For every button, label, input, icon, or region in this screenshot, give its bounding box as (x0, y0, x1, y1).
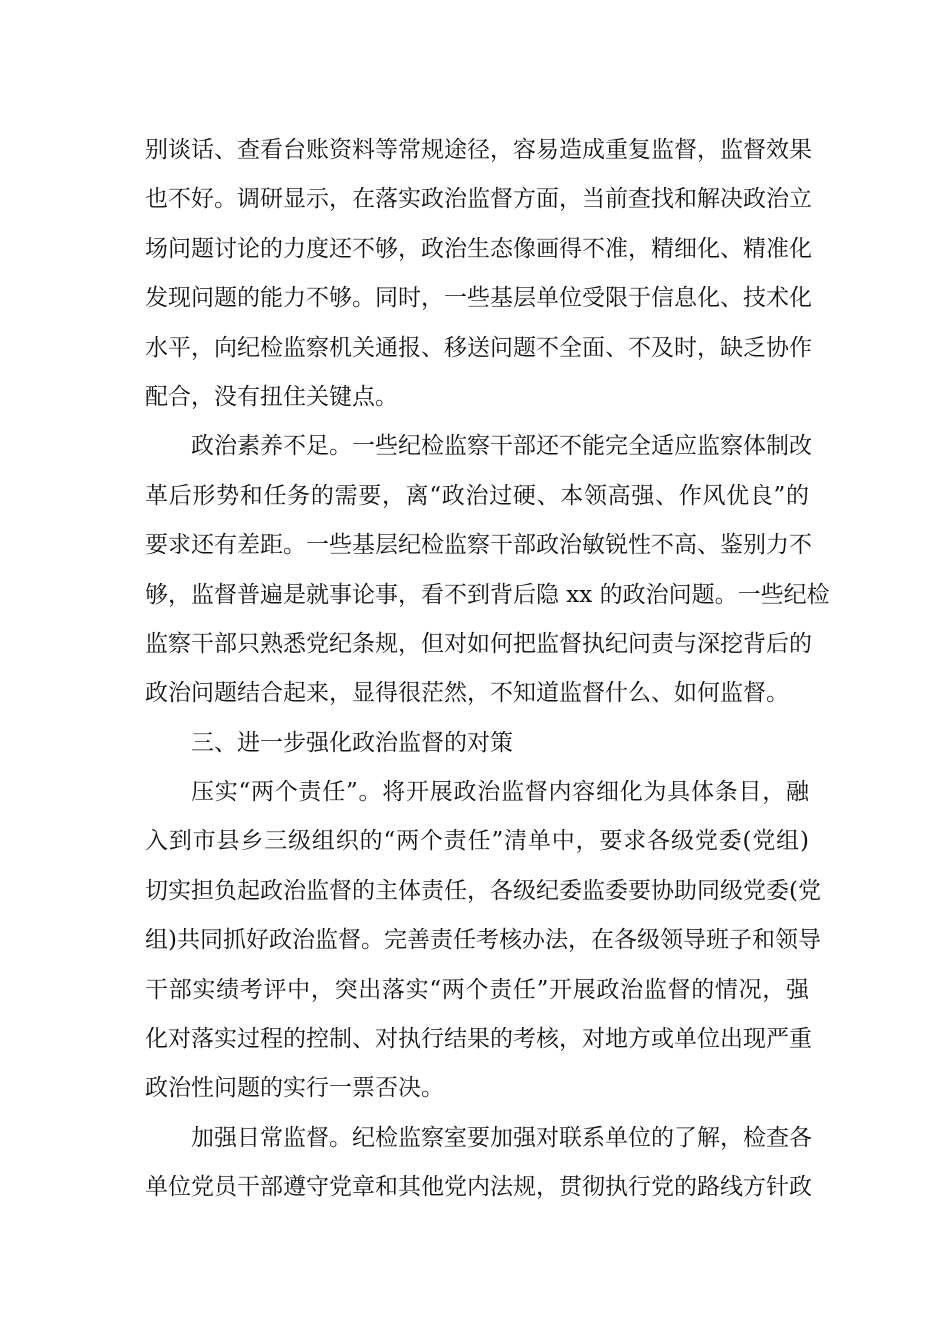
text-line: 单位党员干部遵守党章和其他党内法规，贯彻执行党的路线方针政 (145, 1174, 812, 1201)
text-line: 水平，向纪检监察机关通报、移送问题不全面、不及时，缺乏协作 (145, 334, 812, 361)
text-line: 入到市县乡三级组织的“两个责任”清单中，要求各级党委(党组) (145, 828, 809, 855)
text-line: 政治问题结合起来，显得很茫然，不知道监督什么、如何监督。 (145, 680, 789, 707)
text-line: 化对落实过程的控制、对执行结果的考核，对地方或单位出现严重 (145, 1026, 812, 1053)
text-line: 压实“两个责任”。将开展政治监督内容细化为具体条目，融 (191, 779, 809, 806)
text-line: 也不好。调研显示，在落实政治监督方面，当前查找和解决政治立 (145, 186, 812, 213)
text-line: 够，监督普遍是就事论事，看不到背后隐 xx 的政治问题。一些纪检 (145, 581, 830, 608)
text-line: 别谈话、查看台账资料等常规途径，容易造成重复监督，监督效果 (145, 137, 812, 163)
text-line: 发现问题的能力不够。同时，一些基层单位受限于信息化、技术化 (145, 285, 812, 312)
text-line: 政治素养不足。一些纪检监察干部还不能完全适应监察体制改 (191, 433, 812, 460)
text-line: 干部实绩考评中，突出落实“两个责任”开展政治监督的情况，强 (145, 976, 809, 1003)
text-line: 切实担负起政治监督的主体责任，各级纪委监委要协助同级党委(党 (145, 877, 821, 904)
text-line: 加强日常监督。纪检监察室要加强对联系单位的了解，检查各 (191, 1124, 812, 1151)
text-line: 要求还有差距。一些基层纪检监察干部政治敏锐性不高、鉴别力不 (145, 532, 812, 559)
section-heading: 三、进一步强化政治监督的对策 (191, 729, 513, 756)
text-line: 监察干部只熟悉党纪条规，但对如何把监督执纪问责与深挖背后的 (145, 630, 812, 657)
text-line: 政治性问题的实行一票否决。 (145, 1075, 444, 1102)
text-line: 革后形势和任务的需要，离“政治过硬、本领高强、作风优良”的 (145, 482, 809, 509)
document-body (145, 126, 830, 1213)
text-line: 组)共同抓好政治监督。完善责任考核办法，在各级领导班子和领导 (145, 927, 821, 954)
text-line: 场问题讨论的力度还不够，政治生态像画得不准，精细化、精准化 (145, 235, 812, 262)
text-line: 配合，没有扭住关键点。 (145, 383, 398, 410)
